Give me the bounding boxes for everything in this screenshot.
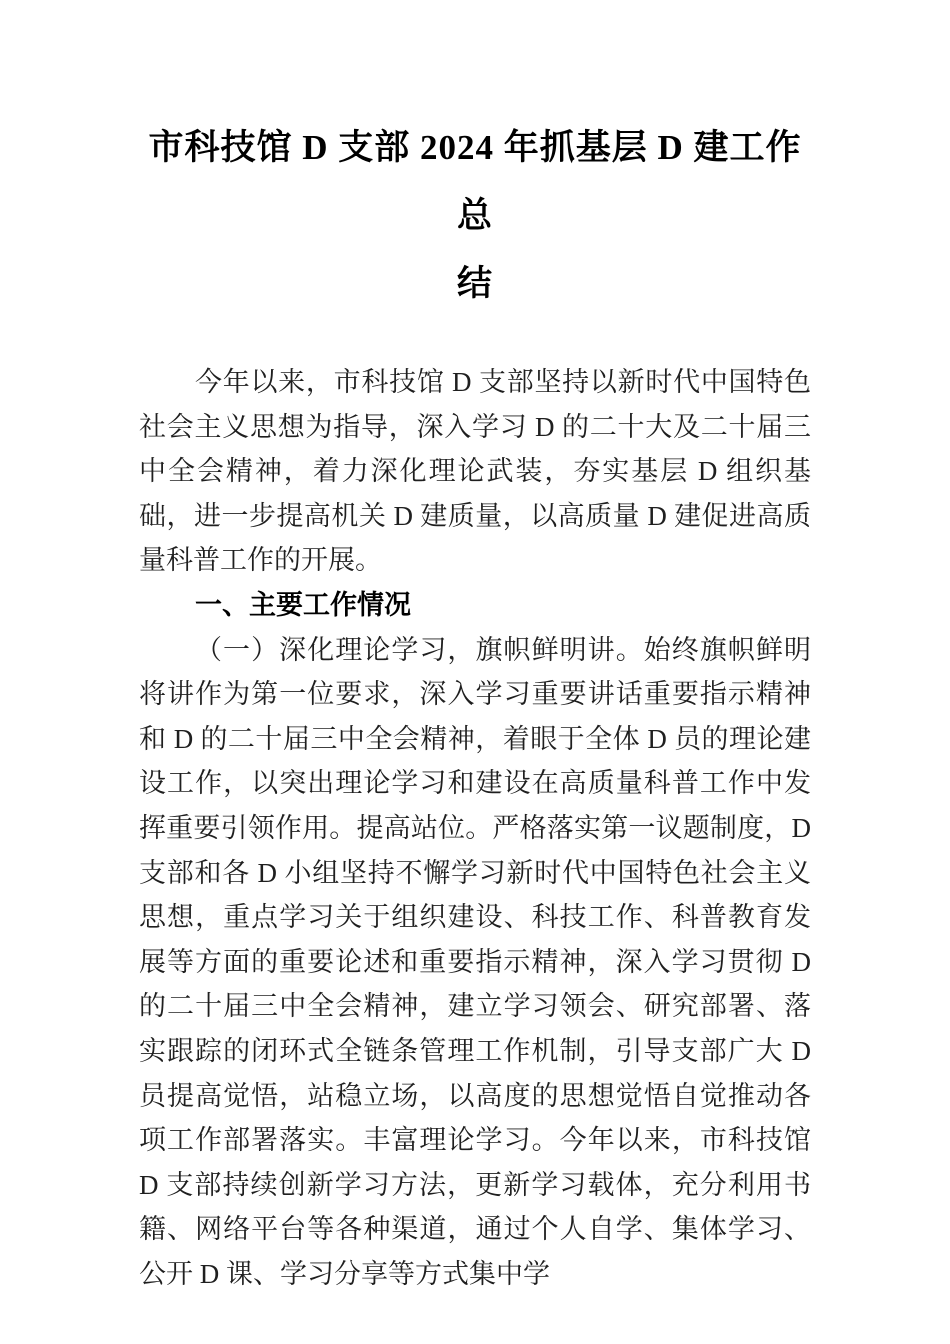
section-heading-main-work: 一、主要工作情况 [195, 589, 411, 620]
paragraph-section-one: （一）深化理论学习，旗帜鲜明讲。始终旗帜鲜明将讲作为第一位要求，深入学习重要讲话重要指示精神和 D 的二十届三中全会精神，着眼于全体 D 员的理论建设工作，以突出理论学习和建设在高质量科普工作中发挥重要引领作用。提高站位。严格落实第一议题制度，D 支部和各 D 小组坚持不懈学习新时代中国特色社会主义思想，重点学习关于组织建设、科技工作、科普教育发展等方面的重要论述和重要指示精神，深入学习贯彻 D 的二十届三中全会精神，建立学习领会、研究部署、落实跟踪的闭环式全链条管理工作机制，引导支部广大 D 员提高觉悟，站稳立场，以高度的思想觉悟自觉推动各项工作部署落实。丰富理论学习。今年以来，市科技馆 D 支部持续创新学习方法，更新学习载体，充分利用书籍、网络平台等各种渠道，通过个人自学、集体学习、公开 D 课、学习分享等方式集中学 [139, 634, 811, 1289]
document-content-column [139, 114, 811, 1296]
document-title-line-2: 结 [456, 264, 493, 303]
document-title-line-1: 市科技馆 D 支部 2024 年抓基层 D 建工作总 [148, 128, 802, 235]
paragraph-introduction: 今年以来，市科技馆 D 支部坚持以新时代中国特色社会主义思想为指导，深入学习 D 的二十大及二十届三中全会精神，着力深化理论武装，夯实基层 D 组织基础，进一步提高机关 D 建质量，以高质量 D 建促进高质量科普工作的开展。 [139, 367, 811, 576]
document-body [139, 360, 811, 1296]
document-title [139, 114, 811, 318]
